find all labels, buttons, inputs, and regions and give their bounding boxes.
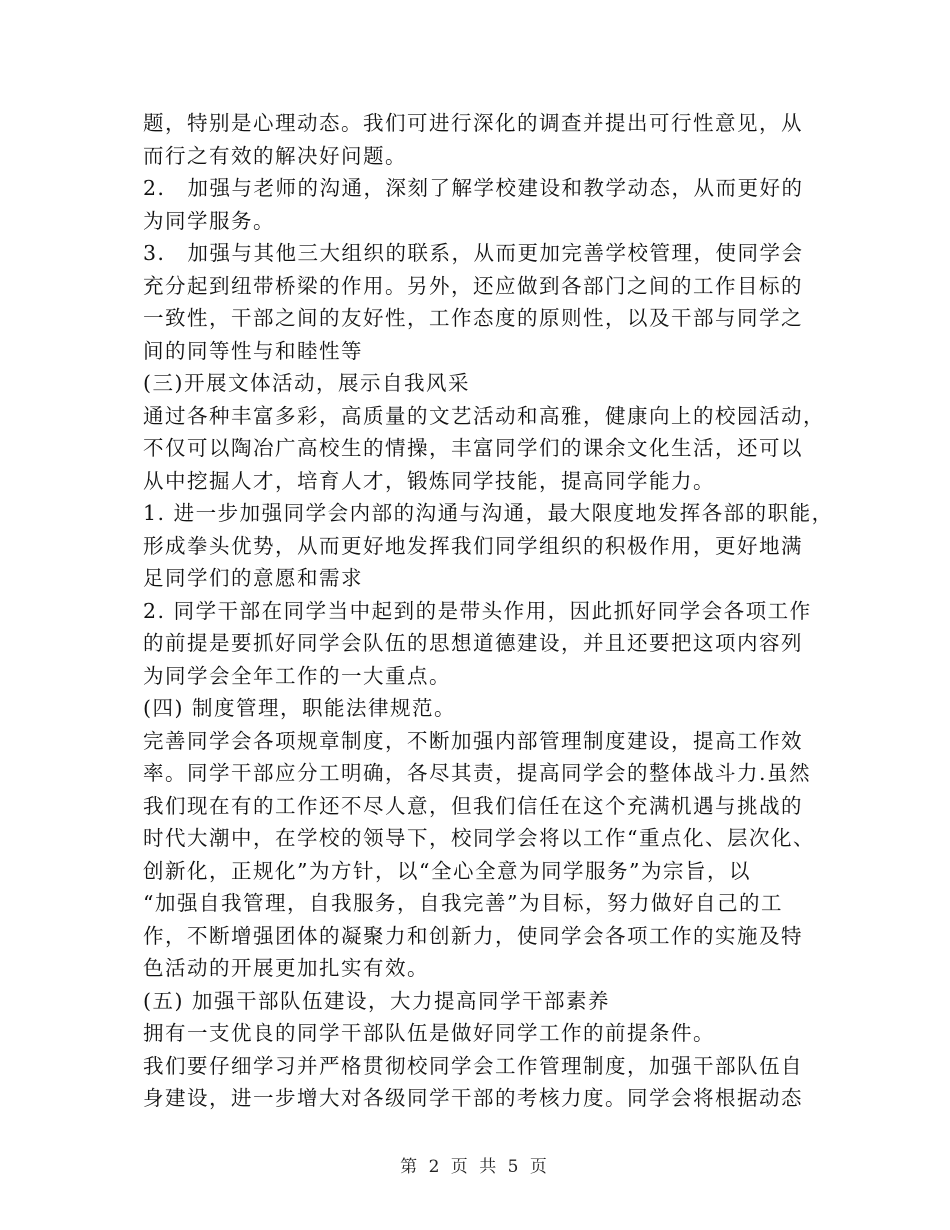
text-line: 色活动的开展更加扎实有效。 xyxy=(143,956,429,980)
text-line: 不仅可以陶冶广高校生的情操，丰富同学们的课余文化生活，还可以 xyxy=(143,436,803,460)
text-line: 为同学会全年工作的一大重点。 xyxy=(143,663,451,688)
text-line: 题，特别是心理动态。我们可进行深化的调查并提出可行性意见，从 xyxy=(143,111,803,135)
document-body xyxy=(143,107,834,1115)
text-line: 1. 进一步加强同学会内部的沟通与沟通，最大限度地发挥各部的职能， xyxy=(143,501,834,525)
text-line: 率。同学干部应分工明确，各尽其责，提高同学会的整体战斗力.虽然 xyxy=(143,761,812,785)
text-line: 形成拳头优势，从而更好地发挥我们同学组织的积极作用，更好地满 xyxy=(143,533,803,558)
section-heading: (三)开展文体活动，展示自我风采 xyxy=(143,371,470,395)
text-line: 间的同等性与和睦性等 xyxy=(143,338,363,363)
text-line: 完善同学会各项规章制度，不断加强内部管理制度建设，提高工作效 xyxy=(143,728,803,753)
text-line: 而行之有效的解决好问题。 xyxy=(143,143,407,168)
section-heading: (四) 制度管理，职能法律规范。 xyxy=(143,696,457,720)
text-line: 2． 加强与老师的沟通，深刻了解学校建设和教学动态，从而更好的 xyxy=(143,176,804,200)
text-line: 创新化，正规化”为方针，以“全心全意为同学服务”为宗旨，以 xyxy=(143,858,751,883)
text-line: “加强自我管理，自我服务，自我完善”为目标，努力做好自己的工 xyxy=(143,891,783,915)
text-line: 2. 同学干部在同学当中起到的是带头作用，因此抓好同学会各项工作 xyxy=(143,598,812,623)
text-line: 足同学们的意愿和需求 xyxy=(143,566,363,590)
text-line: 3． 加强与其他三大组织的联系，从而更加完善学校管理，使同学会 xyxy=(143,241,804,265)
section-heading: (五) 加强干部队伍建设，大力提高同学干部素养 xyxy=(143,988,611,1013)
text-line: 的前提是要抓好同学会队伍的思想道德建设，并且还要把这项内容列 xyxy=(143,631,803,655)
page-number-footer: 第 2 页 共 5 页 xyxy=(400,1157,550,1177)
text-line: 一致性，干部之间的友好性，工作态度的原则性，以及干部与同学之 xyxy=(143,306,803,330)
text-line: 我们现在有的工作还不尽人意，但我们信任在这个充满机遇与挑战的 xyxy=(143,793,803,818)
text-line: 身建设，进一步增大对各级同学干部的考核力度。同学会将根据动态 xyxy=(143,1086,803,1110)
text-line: 时代大潮中，在学校的领导下，校同学会将以工作“重点化、层次化、 xyxy=(143,826,815,850)
text-line: 从中挖掘人才，培育人才，锻炼同学技能，提高同学能力。 xyxy=(143,468,715,493)
text-line: 为同学服务。 xyxy=(143,208,275,233)
text-line: 我们要仔细学习并严格贯彻校同学会工作管理制度，加强干部队伍自 xyxy=(143,1053,803,1078)
text-line: 拥有一支优良的同学干部队伍是做好同学工作的前提条件。 xyxy=(143,1021,715,1045)
text-line: 充分起到纽带桥梁的作用。另外，还应做到各部门之间的工作目标的 xyxy=(143,273,803,298)
text-line: 作，不断增强团体的凝聚力和创新力，使同学会各项工作的实施及特 xyxy=(143,923,803,948)
text-line: 通过各种丰富多彩，高质量的文艺活动和高雅，健康向上的校园活动， xyxy=(143,403,825,428)
